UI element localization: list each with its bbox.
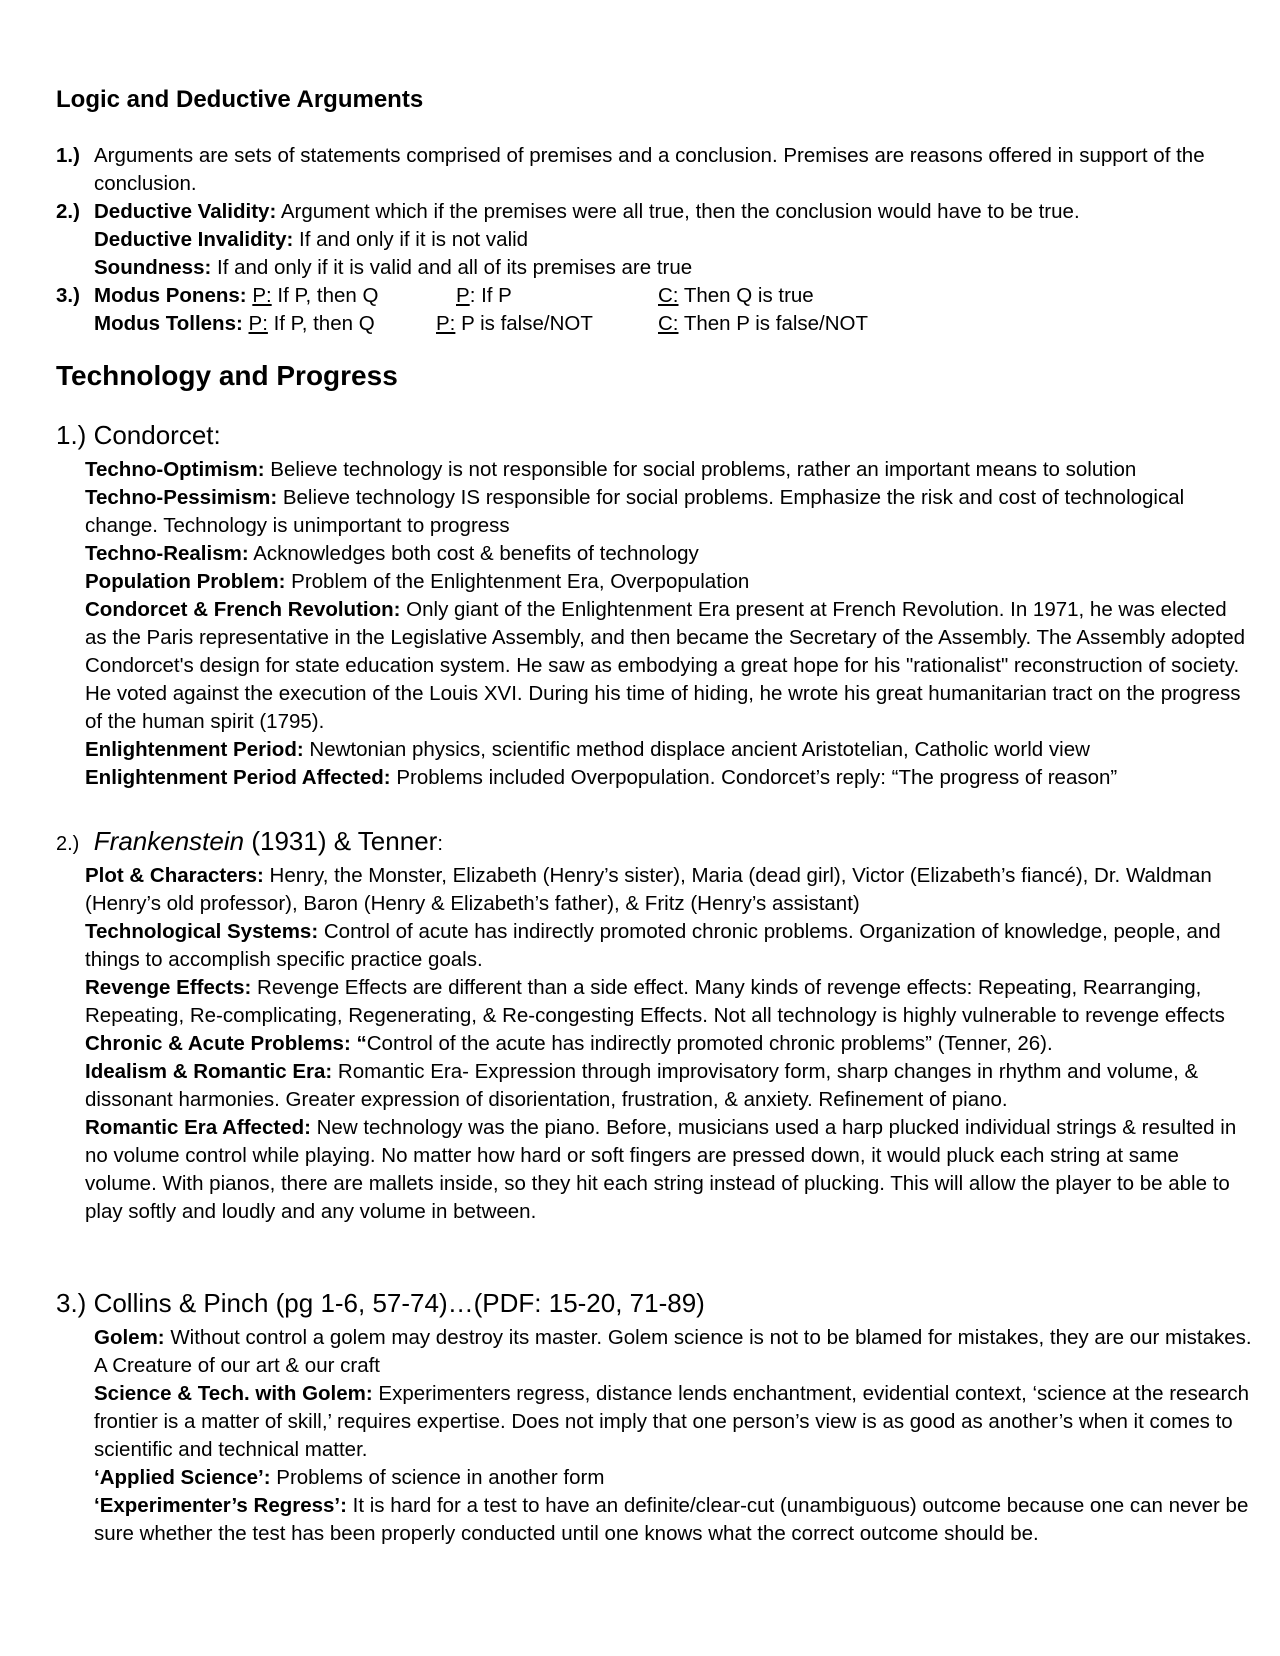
entry-term: Techno-Realism: xyxy=(85,542,249,565)
entry-term: Chronic & Acute Problems: “ xyxy=(85,1032,367,1055)
entry-text: Problems of science in another form xyxy=(270,1466,605,1489)
entry-term: Techno-Pessimism: xyxy=(85,486,278,509)
entry-text: Henry, the Monster, Elizabeth (Henry’s sister), Maria (dead girl), Victor (Elizabeth’s fiancé), Dr. Waldman (Henry’s old professor), Baron (Henry & Elizabeth’s father), & Fritz (Henry’s assistant) xyxy=(85,864,1212,915)
entry-enlightenment-affected xyxy=(85,764,1250,792)
subsection-colon: : xyxy=(437,833,443,855)
entry-term: Science & Tech. with Golem: xyxy=(94,1382,373,1405)
entry-term: ‘Experimenter’s Regress’: xyxy=(94,1494,347,1517)
entry-population-problem xyxy=(85,568,1250,596)
entry-text: Control of the acute has indirectly promoted chronic problems” (Tenner, 26). xyxy=(366,1032,1053,1055)
item-number: 3.) xyxy=(56,284,80,307)
conclusion-label: C: xyxy=(658,284,679,307)
entry-text: New technology was the piano. Before, musicians used a harp plucked individual strings & resulted in no volume control while playing. No matter how hard or soft fingers are pressed down, it would pluck each string at same volume. With pianos, there are mallets inside, so they hit each string instead of plucking. This will allow the player to be able to play softly and loudly and any volume in between. xyxy=(85,1116,1237,1223)
collins-pinch-entries xyxy=(94,1324,1254,1548)
entry-term: Enlightenment Period Affected: xyxy=(85,766,391,789)
entry-term: Techno-Optimism: xyxy=(85,458,265,481)
entry-text: Romantic Era- Expression through improvisatory form, sharp changes in rhythm and volume, & dissonant harmonies. Greater expression of disorientation, frustration, & anxiety. Refinement of piano. xyxy=(85,1060,1199,1111)
entry-experimenters-regress xyxy=(94,1492,1254,1548)
subsection-number: 2.) xyxy=(56,833,80,855)
term-deductive-invalidity: Deductive Invalidity: xyxy=(94,228,294,251)
subsection-heading-condorcet: 1.) Condorcet: xyxy=(56,420,221,450)
entry-term: Condorcet & French Revolution: xyxy=(85,598,401,621)
entry-golem xyxy=(94,1324,1254,1380)
logic-item-1 xyxy=(56,142,1236,198)
item-text: If and only if it is not valid xyxy=(293,228,529,251)
conclusion-text: Then P is false/NOT xyxy=(678,312,869,335)
item-number: 2.) xyxy=(56,200,80,223)
entry-techno-optimism xyxy=(85,456,1250,484)
item-text: If and only if it is valid and all of its premises are true xyxy=(211,256,693,279)
item-text: Argument which if the premises were all true, then the conclusion would have to be true. xyxy=(276,200,1080,223)
entry-applied-science xyxy=(94,1464,1254,1492)
entry-text: Experimenters regress, distance lends enchantment, evidential context, ‘science at the research frontier is a matter of skill,’ requires expertise. Does not imply that one person’s view is as good as another’s when it comes to scientific and technical matter. xyxy=(94,1382,1249,1461)
entry-text: Newtonian physics, scientific method displace ancient Aristotelian, Catholic world view xyxy=(303,738,1090,761)
premise-text: P is false/NOT xyxy=(455,312,593,335)
frankenstein-entries xyxy=(85,862,1255,1226)
term-deductive-validity: Deductive Validity: xyxy=(94,200,277,223)
entry-text: Acknowledges both cost & benefits of technology xyxy=(248,542,699,565)
entry-science-tech-golem xyxy=(94,1380,1254,1464)
term-modus-tollens: Modus Tollens: xyxy=(94,312,243,335)
entry-term: Enlightenment Period: xyxy=(85,738,304,761)
entry-techno-realism xyxy=(85,540,1250,568)
entry-term: Idealism & Romantic Era: xyxy=(85,1060,333,1083)
premise-text: : If P xyxy=(469,284,512,307)
entry-text: Without control a golem may destroy its master. Golem science is not to be blamed for mistakes, they are our mistakes. A Creature of our art & our craft xyxy=(94,1326,1252,1377)
condorcet-entries xyxy=(85,456,1250,792)
entry-text: Believe technology is not responsible for social problems, rather an important means to solution xyxy=(264,458,1137,481)
item-number: 1.) xyxy=(56,144,80,167)
entry-term: Romantic Era Affected: xyxy=(85,1116,311,1139)
logic-item-soundness xyxy=(56,254,1236,282)
entry-term: ‘Applied Science’: xyxy=(94,1466,271,1489)
entry-text: Revenge Effects are different than a side effect. Many kinds of revenge effects: Repeating, Rearranging, Repeating, Re-complicating, Regenerating, & Re-congesting Effects. Not all technology is highly vulnerable to revenge effects xyxy=(85,976,1225,1027)
section-title-technology: Technology and Progress xyxy=(56,360,398,391)
modus-ponens-row xyxy=(56,282,1236,310)
entry-chronic-acute xyxy=(85,1030,1255,1058)
entry-term: Technological Systems: xyxy=(85,920,319,943)
film-title: Frankenstein xyxy=(93,826,245,856)
premise-text: If P, then Q xyxy=(271,284,379,307)
conclusion-label: C: xyxy=(658,312,679,335)
entry-term: Population Problem: xyxy=(85,570,286,593)
term-modus-ponens: Modus Ponens: xyxy=(94,284,247,307)
entry-plot-characters xyxy=(85,862,1255,918)
entry-technological-systems xyxy=(85,918,1255,974)
premise-label: P xyxy=(456,284,470,307)
logic-item-invalidity xyxy=(56,226,1236,254)
entry-condorcet-french-revolution xyxy=(85,596,1250,736)
entry-enlightenment-period xyxy=(85,736,1250,764)
entry-text: It is hard for a test to have an definite/clear-cut (unambiguous) outcome because one can never be sure whether the test has been properly conducted until one knows what the correct outcome should be. xyxy=(94,1494,1249,1545)
entry-romantic-affected xyxy=(85,1114,1255,1226)
entry-text: Only giant of the Enlightenment Era present at French Revolution. In 1971, he was elected as the Paris representative in the Legislative Assembly, and then became the Secretary of the Assembly. The Assembly adopted Condorcet's design for state education system. He saw as embodying a great hope for his "rationalist" reconstruction of society. He voted against the execution of the Louis XVI. During his time of hiding, he wrote his great humanitarian tract on the progress of the human spirit (1795). xyxy=(85,598,1246,733)
entry-text: Problem of the Enlightenment Era, Overpopulation xyxy=(285,570,750,593)
subsection-heading-frankenstein xyxy=(56,826,443,857)
premise-label: P: xyxy=(436,312,456,335)
premise-text: If P, then Q xyxy=(267,312,375,335)
term-soundness: Soundness: xyxy=(94,256,212,279)
entry-text: Believe technology IS responsible for social problems. Emphasize the risk and cost of technological change. Technology is unimportant to progress xyxy=(85,486,1185,537)
modus-tollens-row xyxy=(56,310,1236,338)
entry-revenge-effects xyxy=(85,974,1255,1030)
entry-idealism-romantic xyxy=(85,1058,1255,1114)
entry-term: Revenge Effects: xyxy=(85,976,252,999)
entry-techno-pessimism xyxy=(85,484,1250,540)
subsection-title-rest: (1931) & Tenner xyxy=(244,826,438,856)
entry-term: Golem: xyxy=(94,1326,165,1349)
logic-item-2 xyxy=(56,198,1236,226)
entry-text: Control of acute has indirectly promoted chronic problems. Organization of knowledge, people, and things to accomplish specific practice goals. xyxy=(85,920,1221,971)
entry-text: Problems included Overpopulation. Condorcet’s reply: “The progress of reason” xyxy=(390,766,1118,789)
conclusion-text: Then Q is true xyxy=(678,284,814,307)
logic-list xyxy=(56,142,1236,338)
item-text: Arguments are sets of statements comprised of premises and a conclusion. Premises are reasons offered in support of the conclusion. xyxy=(94,144,1205,195)
section-title-logic: Logic and Deductive Arguments xyxy=(56,86,424,113)
premise-label: P: xyxy=(252,284,272,307)
subsection-heading-collins-pinch: 3.) Collins & Pinch (pg 1-6, 57-74)…(PDF: 15-20, 71-89) xyxy=(56,1288,705,1318)
premise-label: P: xyxy=(248,312,268,335)
entry-term: Plot & Characters: xyxy=(85,864,264,887)
